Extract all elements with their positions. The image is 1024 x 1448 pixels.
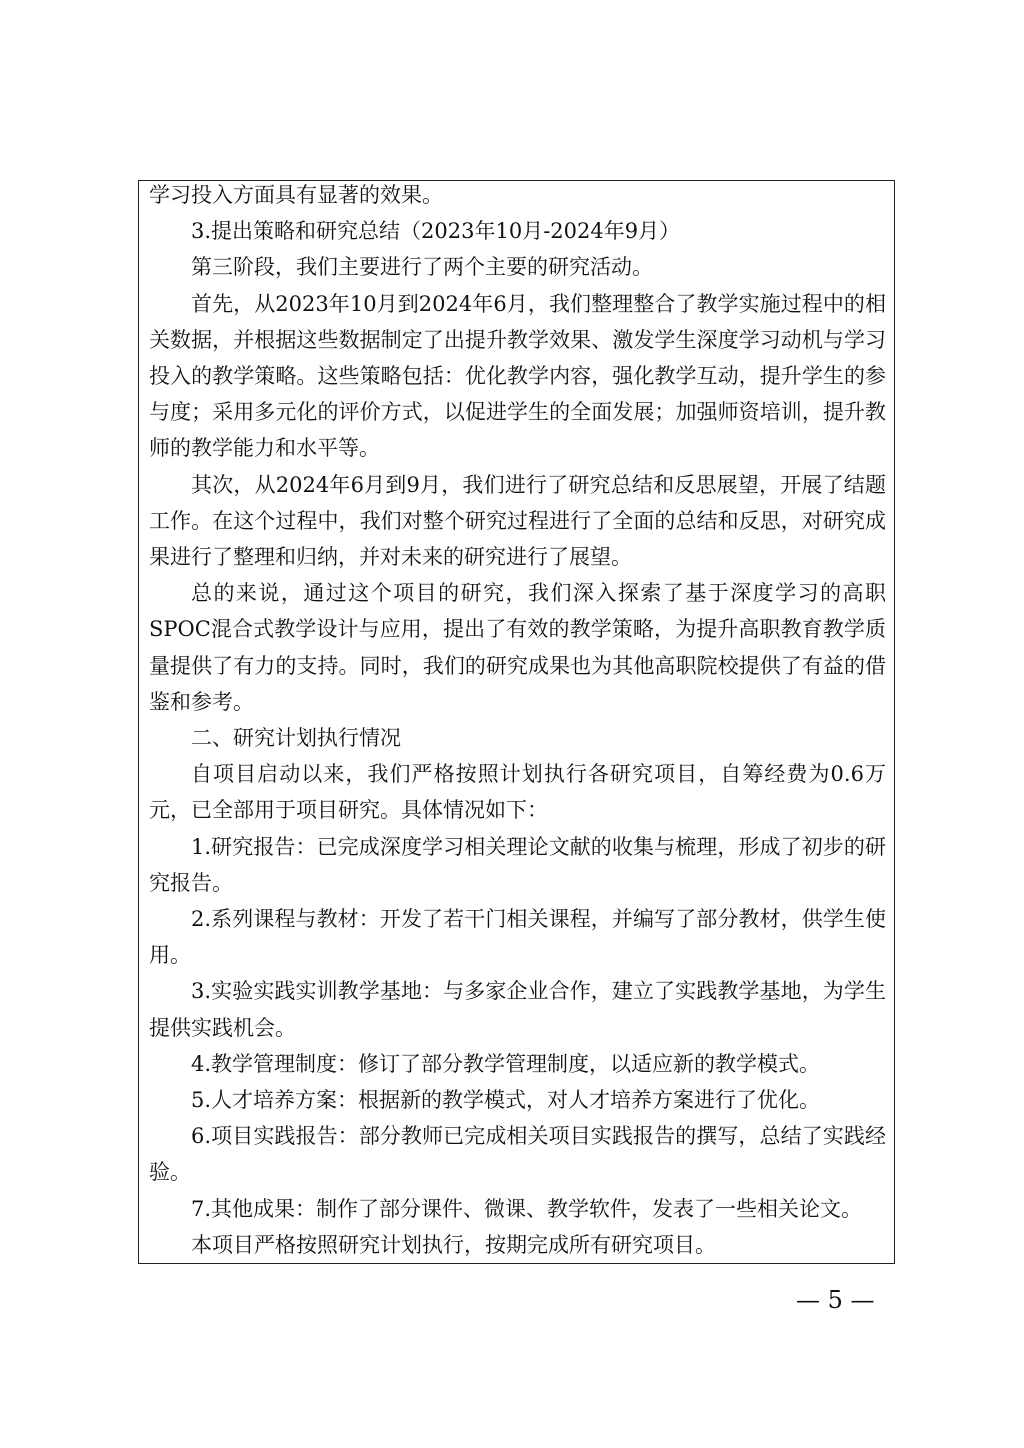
list-item: 7.其他成果：制作了部分课件、微课、教学软件，发表了一些相关论文。: [191, 1196, 863, 1221]
paragraph: 本项目严格按照研究计划执行，按期完成所有研究项目。: [191, 1232, 716, 1257]
section-heading: 二、研究计划执行情况: [191, 726, 401, 751]
paragraph: 第三阶段，我们主要进行了两个主要的研究活动。: [191, 255, 653, 280]
content-table-frame: [138, 180, 895, 1264]
list-item: 3.实验实践实训教学基地：与多家企业合作，建立了实践教学基地，为学生提供实践机会。: [149, 979, 886, 1040]
page-number: — 5 —: [796, 1286, 875, 1314]
paragraph: 首先，从2023年10月到2024年6月，我们整理整合了教学实施过程中的相关数据，并根据这些数据制定了出提升教学效果、激发学生深度学习动机与学习投入的教学策略。这些策略包括：优化教学内容，强化教学互动，提升学生的参与度；采用多元化的评价方式，以促进学生的全面发展；加强师资培训，提升教师的教学能力和水平等。: [149, 291, 886, 461]
paragraph: 其次，从2024年6月到9月，我们进行了研究总结和反思展望，开展了结题工作。在这个过程中，我们对整个研究过程进行了全面的总结和反思，对研究成果进行了整理和归纳，并对未来的研究进行了展望。: [149, 472, 886, 570]
list-item: 6.项目实践报告：部分教师已完成相关项目实践报告的撰写，总结了实践经验。: [149, 1124, 886, 1185]
paragraph: 学习投入方面具有显著的效果。: [149, 183, 443, 207]
list-item: 1.研究报告：已完成深度学习相关理论文献的收集与梳理，形成了初步的研究报告。: [149, 834, 886, 895]
paragraph: 3.提出策略和研究总结（2023年10月-2024年9月）: [191, 219, 681, 244]
paragraph: 自项目启动以来，我们严格按照计划执行各研究项目，自筹经费为0.6万元，已全部用于项目研究。具体情况如下：: [149, 762, 886, 823]
document-body: [149, 177, 886, 1263]
list-item: 5.人才培养方案：根据新的教学模式，对人才培养方案进行了优化。: [191, 1088, 821, 1113]
list-item: 2.系列课程与教材：开发了若干门相关课程，并编写了部分教材，供学生使用。: [149, 907, 886, 968]
paragraph: 总的来说，通过这个项目的研究，我们深入探索了基于深度学习的高职SPOC混合式教学设计与应用，提出了有效的教学策略，为提升高职教育教学质量提供了有力的支持。同时，我们的研究成果也为其他高职院校提供了有益的借鉴和参考。: [149, 581, 886, 714]
list-item: 4.教学管理制度：修订了部分教学管理制度，以适应新的教学模式。: [191, 1051, 821, 1076]
